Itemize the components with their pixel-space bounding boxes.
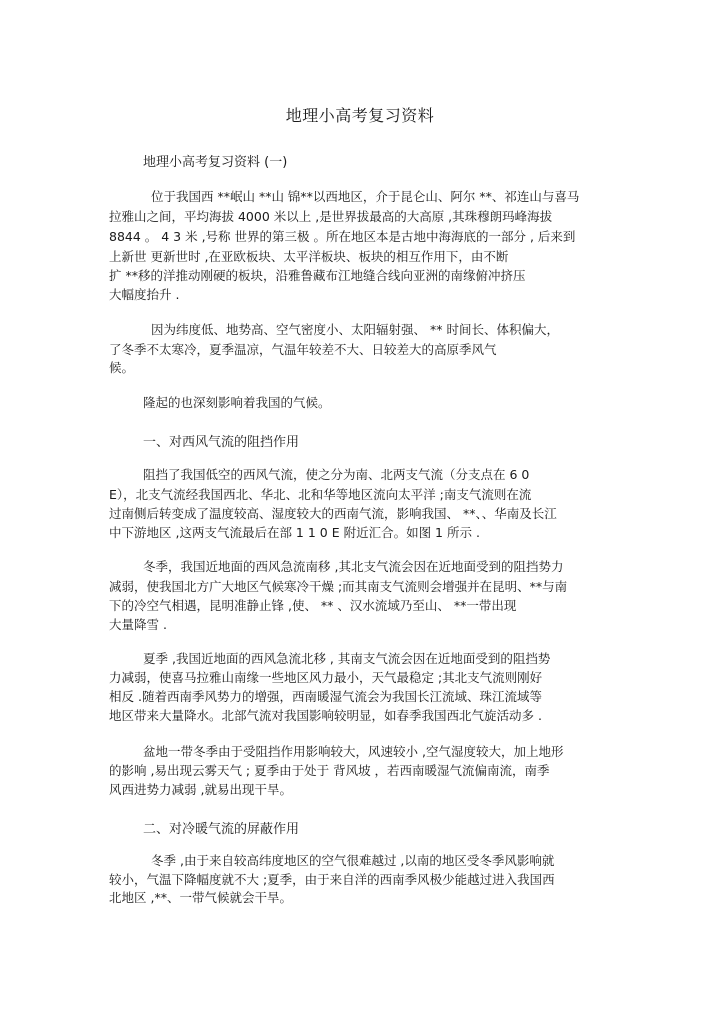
paragraph-line: 夏季 ,我国近地面的西风急流北移 , 其南支气流会因在近地面受到的阻挡势 <box>143 651 551 666</box>
paragraph-line: 隆起的也深刻影响着我国的气候。 <box>143 395 331 410</box>
paragraph-line: 阻挡了我国低空的西风气流，使之分为南、北两支气流（分支点在 6 0 <box>143 467 530 482</box>
paragraph-line: 力减弱，使喜马拉雅山南缘一些地区风力最小，天气最稳定 ;其北支气流则刚好 <box>109 670 543 685</box>
paragraph-line: 较小，气温下降幅度就不大 ;夏季，由于来自洋的西南季风极少能越过进入我国西 <box>109 872 555 887</box>
paragraph-line: 风西进势力减弱 ,就易出现干旱。 <box>109 782 292 797</box>
section-heading: 二、对冷暖气流的屏蔽作用 <box>143 822 300 837</box>
paragraph-line: 候。 <box>109 360 135 375</box>
paragraph-line: 冬季 ,由于来自较高纬度地区的空气很难越过 ,以南的地区受冬季风影响就 <box>151 853 555 868</box>
paragraph-line: 扩 **移的洋推动刚硬的板块，沿雅鲁藏布江地缝合线向亚洲的南缘俯冲挤压 <box>109 268 526 283</box>
paragraph-line: E），北支气流经我国西北、华北、北和华等地区流向太平洋 ;南支气流则在流 <box>109 487 532 502</box>
paragraph-line: 8844 。 4 3 米 ,号称 世界的第三极 。所在地区本是古地中海海底的一部分 , 后来到 <box>109 229 576 244</box>
paragraph-line: 下的冷空气相遇，昆明准静止锋 ,使、 ** 、汉水流域乃至山、 **一带出现 <box>109 598 517 613</box>
paragraph-line: 的影响 ,易出现云雾天气 ; 夏季由于处于 背风坡 ，若西南暖湿气流偏南流，南季 <box>109 763 550 778</box>
paragraph-line: 盆地一带冬季由于受阻挡作用影响较大，风速较小 ,空气湿度较大，加上地形 <box>143 744 564 759</box>
paragraph-line: 位于我国西 **岷山 **山 锦**以西地区，介于昆仑山、阿尔 **、祁连山与喜马 <box>151 189 580 204</box>
paragraph-line: 过南侧后转变成了温度较高、湿度较大的西南气流，影响我国、 **、、华南及长江 <box>109 506 557 521</box>
paragraph-line: 减弱，使我国北方广大地区气候寒冷干燥 ;而其南支气流则会增强并在昆明、**与南 <box>109 579 568 594</box>
section-heading: 一、对西风气流的阻挡作用 <box>143 435 300 450</box>
paragraph-line: 相反 .随着西南季风势力的增强，西南暖湿气流会为我国长江流域、珠江流域等 <box>109 689 542 704</box>
paragraph-line: 冬季，我国近地面的西风急流南移 ,其北支气流会因在近地面受到的阻挡势力 <box>143 559 564 574</box>
paragraph-line: 北地区 ,**、一带气候就会干旱。 <box>109 890 292 905</box>
paragraph-line: 大幅度抬升 . <box>109 287 180 302</box>
paragraph-line: 了冬季不太寒冷，夏季温凉，气温年较差不大、日较差大的高原季风气 <box>109 342 497 357</box>
paragraph-line: 拉雅山之间，平均海拔 4000 米以上 ,是世界拔最高的大高原 ,其珠穆朗玛峰海拔 <box>109 209 553 224</box>
document-subtitle: 地理小高考复习资料 (一) <box>143 155 288 170</box>
paragraph-line: 大量降雪 . <box>109 617 167 632</box>
paragraph-line: 因为纬度低、地势高、空气密度小、太阳辐射强、 ** 时间长、体积偏大， <box>151 322 559 337</box>
paragraph-line: 地区带来大量降水。北部气流对我国影响较明显，如春季我国西北气旋活动多 . <box>109 708 542 723</box>
paragraph-line: 中下游地区 ,这两支气流最后在部 1 1 0 E 附近汇合。如图 1 所示 . <box>109 525 480 540</box>
paragraph-line: 上新世 更新世时 ,在亚欧板块、太平洋板块、板块的相互作用下，由不断 <box>109 249 509 264</box>
document-title: 地理小高考复习资料 <box>285 106 435 125</box>
